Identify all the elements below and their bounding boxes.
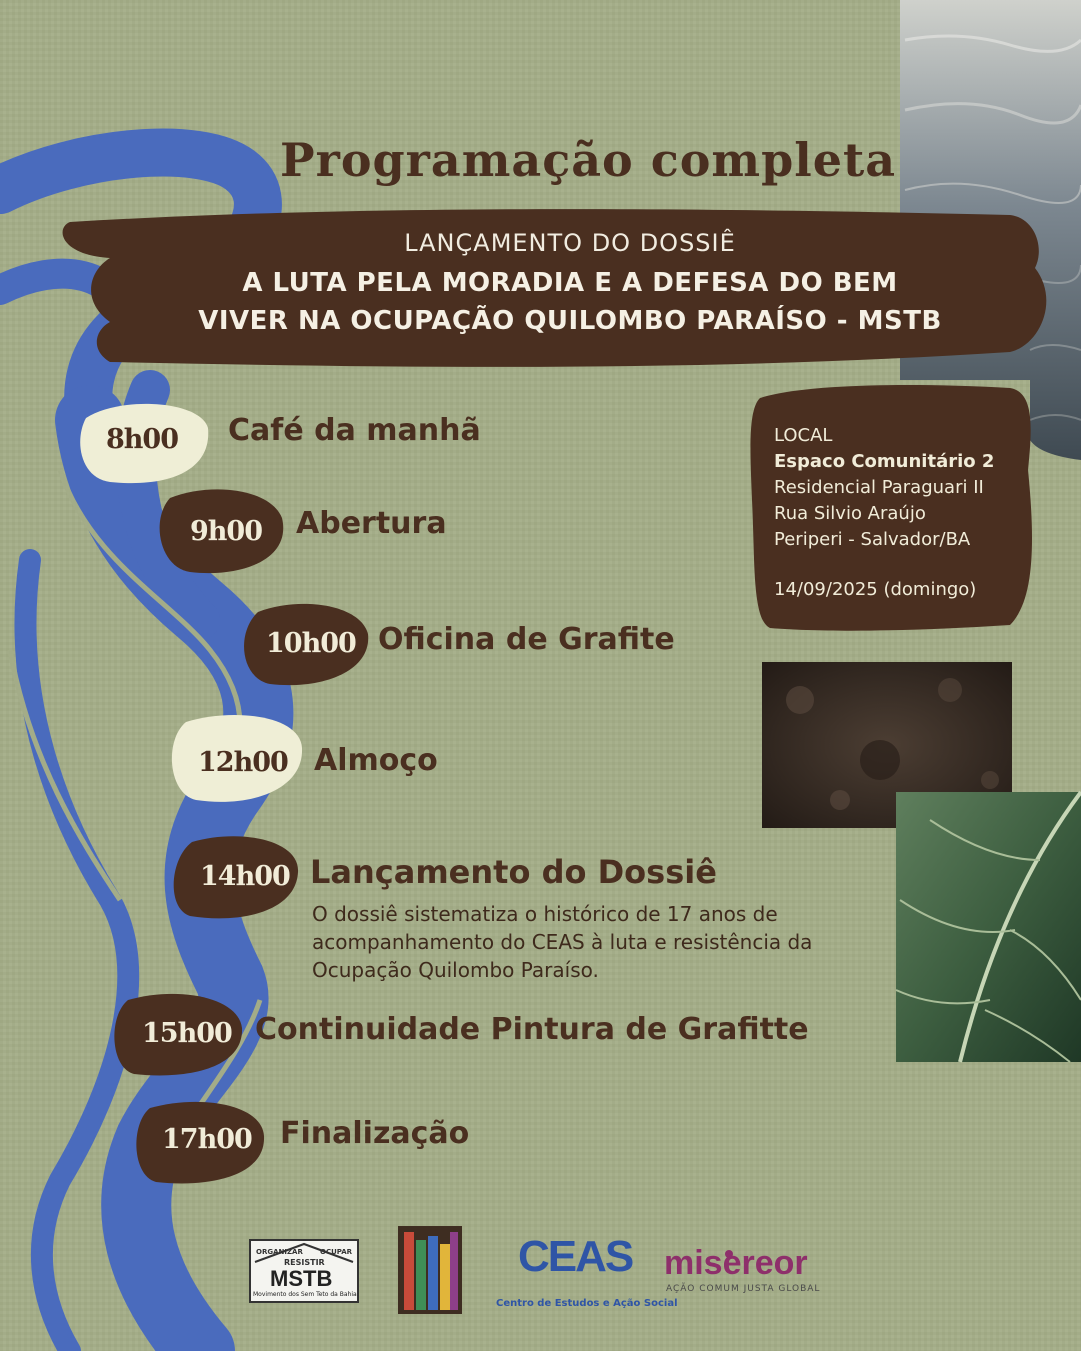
event-name: Abertura [296,506,447,541]
location-line: Rua Silvio Araújo [774,503,926,524]
event-name: Continuidade Pintura de Grafitte [255,1012,809,1047]
location-place: Espaco Comunitário 2 [774,451,995,472]
misereor-caption: AÇÃO COMUM JUSTA GLOBAL [666,1284,821,1294]
mstb-organizar: ORGANIZAR [256,1248,303,1256]
mstb-ocupar: OCUPAR [320,1248,353,1256]
location-line: Residencial Paraguari II [774,477,984,498]
location-label: LOCAL [774,425,833,446]
time-label: 9h00 [190,516,262,547]
event-name: Oficina de Grafite [378,622,675,657]
ceas-caption: Centro de Estudos e Ação Social [496,1298,678,1309]
event-name: Finalização [280,1116,470,1151]
mstb-resistir: RESISTIR [284,1258,325,1267]
time-label: 10h00 [266,628,356,659]
banner-title-line2: VIVER NA OCUPAÇÃO QUILOMBO PARAÍSO - MSTB [198,306,942,336]
leaf-photo [896,792,1081,1062]
page-title: Programação completa [280,133,897,187]
banner-title-line1: A LUTA PELA MORADIA E A DEFESA DO BEM [242,268,898,298]
time-label: 14h00 [200,861,290,892]
event-name: Café da manhã [228,413,481,448]
ceas-name: CEAS [518,1232,633,1281]
time-label: 15h00 [142,1018,232,1049]
mstb-name: MSTB [270,1266,333,1291]
event-name: Lançamento do Dossiê [310,853,717,891]
community-art-logo [398,1226,462,1314]
event-description: O dossiê sistematiza o histórico de 17 anos de acompanhamento do CEAS à luta e resistência da Ocupação Quilombo Paraíso. [312,902,813,982]
time-label: 17h00 [162,1124,252,1155]
event-name: Almoço [314,743,438,778]
location-info [774,423,1014,603]
misereor-name: misereor [664,1244,808,1282]
location-line: Periperi - Salvador/BA [774,529,971,550]
time-label: 12h00 [198,747,288,778]
time-label: 8h00 [106,424,178,455]
mstb-caption: Movimento dos Sem Teto da Bahia [253,1291,357,1298]
event-date: 14/09/2025 (domingo) [774,579,977,600]
banner-subtitle: LANÇAMENTO DO DOSSIÊ [404,229,736,257]
